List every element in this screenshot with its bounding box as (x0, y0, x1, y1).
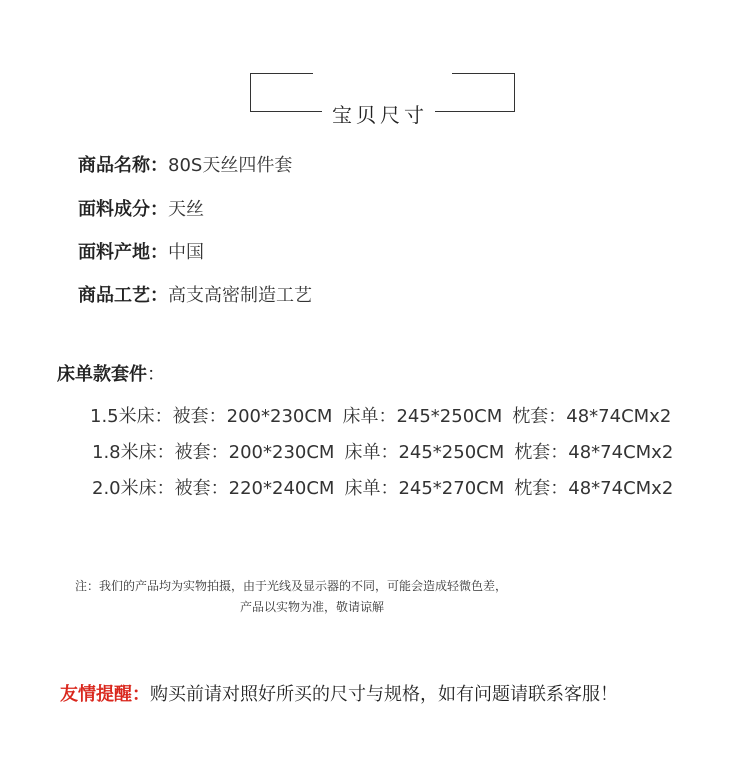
info-value: 80S天丝四件套 (168, 155, 293, 176)
info-label: 面料成分： (78, 199, 168, 220)
reminder (60, 683, 618, 707)
pillow-size: 枕套：48*74CMx2 (512, 406, 672, 427)
info-row-origin (78, 241, 204, 265)
title-frame-corner-left (250, 73, 313, 112)
info-label: 商品工艺： (78, 285, 168, 306)
info-row-name (78, 154, 292, 178)
info-value: 天丝 (168, 199, 204, 220)
pillow-size: 枕套：48*74CMx2 (514, 478, 674, 499)
sheet-size: 床单：245*250CM (344, 442, 505, 463)
info-label: 面料产地： (78, 242, 168, 263)
sheet-size: 床单：245*270CM (344, 478, 505, 499)
info-value: 中国 (168, 242, 204, 263)
title-frame-line-right (435, 111, 515, 112)
duvet-size: 被套：200*230CM (172, 406, 333, 427)
info-value: 高支高密制造工艺 (168, 285, 312, 306)
size-label: 1.5米床： (90, 406, 173, 427)
section-title (57, 363, 165, 387)
reminder-text: 购买前请对照好所买的尺寸与规格，如有问题请联系客服！ (150, 684, 618, 705)
info-row-craft (78, 284, 312, 308)
section-title-label: 床单款套件 (57, 364, 147, 385)
reminder-label: 友情提醒： (60, 684, 150, 705)
size-row (92, 477, 673, 501)
title-frame-corner-right (452, 73, 515, 112)
pillow-size: 枕套：48*74CMx2 (514, 442, 674, 463)
title-frame (250, 73, 515, 127)
title-frame-line-left (250, 111, 322, 112)
size-label: 2.0米床： (92, 478, 175, 499)
size-label: 1.8米床： (92, 442, 175, 463)
info-label: 商品名称： (78, 155, 168, 176)
size-row (92, 441, 673, 465)
duvet-size: 被套：220*240CM (174, 478, 335, 499)
sheet-size: 床单：245*250CM (342, 406, 503, 427)
note-line-2: 产品以实物为准，敬请谅解 (240, 600, 385, 614)
page-title: 宝贝尺寸 (332, 103, 428, 127)
section-title-colon: ： (147, 364, 165, 385)
size-row (90, 405, 671, 429)
note-line-1: 注：我们的产品均为实物拍摄，由于光线及显示器的不同，可能会造成轻微色差， (75, 579, 508, 593)
info-row-material (78, 198, 204, 222)
duvet-size: 被套：200*230CM (174, 442, 335, 463)
